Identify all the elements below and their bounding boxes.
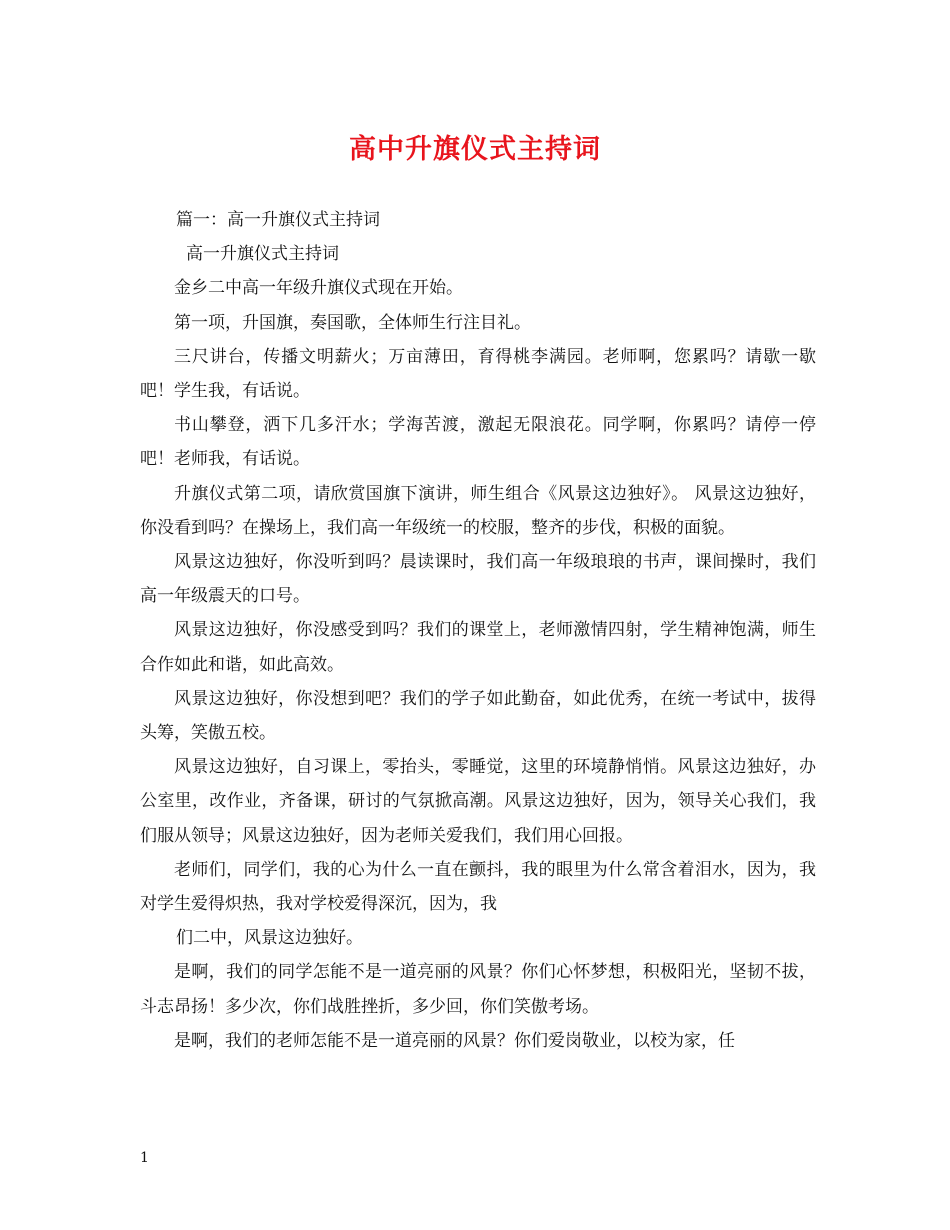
document-body [140, 203, 816, 1058]
subtitle: 高一升旗仪式主持词 [186, 244, 339, 265]
paragraph: 第一项，升国旗，奏国歌，全体师生行注目礼。 [174, 312, 531, 333]
paragraph: 是啊，我们的老师怎能不是一道亮丽的风景？你们爱岗敬业，以校为家，任 [174, 1030, 735, 1051]
paragraph: 风景这边独好，自习课上，零抬头，零睡觉，这里的环境静悄悄。风景这边独好，办公室里，改作业，齐备课，研讨的气氛掀高潮。风景这边独好，因为，领导关心我们，我们服从领导；风景这边独好，因为老师关爱我们，我们用心回报。 [140, 757, 816, 846]
paragraph: 风景这边独好，你没想到吧？我们的学子如此勤奋，如此优秀，在统一考试中，拔得头筹，笑傲五校。 [140, 688, 816, 744]
paragraph: 们二中，风景这边独好。 [176, 928, 363, 949]
paragraph: 三尺讲台，传播文明薪火；万亩薄田，育得桃李满园。老师啊，您累吗？请歇一歇吧！学生我，有话说。 [140, 346, 816, 402]
paragraph: 金乡二中高一年级升旗仪式现在开始。 [174, 278, 463, 299]
paragraph: 风景这边独好，你没听到吗？晨读课时，我们高一年级琅琅的书声，课间操时，我们高一年级震天的口号。 [140, 552, 816, 607]
paragraph: 是啊，我们的同学怎能不是一道亮丽的风景？你们心怀梦想，积极阳光，坚韧不拔，斗志昂扬！多少次，你们战胜挫折，多少回，你们笑傲考场。 [140, 962, 816, 1017]
page-number: 1 [140, 1150, 149, 1166]
paragraph: 风景这边独好，你没感受到吗？我们的课堂上，老师激情四射，学生精神饱满，师生合作如此和谐，如此高效。 [140, 620, 816, 675]
paragraph: 老师们，同学们，我的心为什么一直在颤抖，我的眼里为什么常含着泪水，因为，我对学生爱得炽热，我对学校爱得深沉，因为，我 [140, 859, 816, 915]
paragraph: 书山攀登，洒下几多汗水；学海苦渡，激起无限浪花。同学啊，你累吗？请停一停吧！老师我，有话说。 [140, 415, 816, 470]
paragraph: 升旗仪式第二项，请欣赏国旗下演讲，师生组合《风景这边独好》。 风景这边独好，你没看到吗？在操场上，我们高一年级统一的校服，整齐的步伐，积极的面貌。 [140, 483, 816, 538]
section-heading: 篇一：高一升旗仪式主持词 [176, 210, 380, 230]
document-title: 高中升旗仪式主持词 [349, 134, 601, 165]
